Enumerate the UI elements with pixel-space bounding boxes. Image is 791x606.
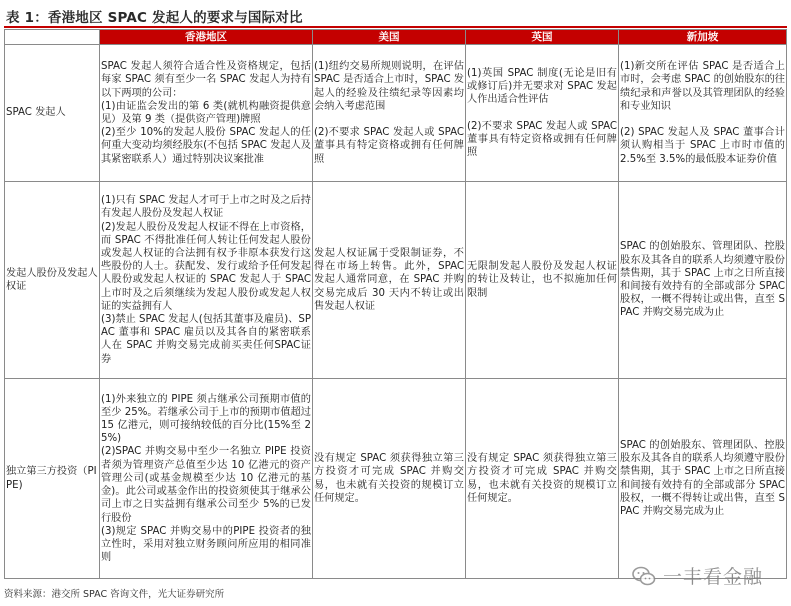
cell-paragraph: (3)禁止 SPAC 发起人(包括其董事及雇员)、SPAC 董事和 SPAC 雇员以及其各自的紧密联系人在 SPAC 并购交易完成前买卖任何SPAC证券 xyxy=(101,314,311,365)
cell-paragraph: (2)至少 10%的发起人股份 SPAC 发起人的任何重大变动均须经股东(不包括 SPAC 发起人及其紧密联系人）通过特别决议案批准 xyxy=(101,127,311,165)
cell-paragraph: 发起人权证属于受限制证券，不得在市场上转售。此外，SPAC 发起人通常同意，在 SPAC 并购交易完成后 30 天内不转让或出售发起人权证 xyxy=(314,247,464,312)
cell-paragraph: (1)由证监会发出的第 6 类(就机构融资提供意见）及第 9 类（提供资产管理)牌照 xyxy=(101,100,311,125)
cell-sg-sponsor xyxy=(619,45,787,182)
cell-paragraph: (2)不要求 SPAC 发起人或 SPAC 董事具有特定资格或拥有任何牌照 xyxy=(314,127,464,165)
table-title: 表 1：香港地区 SPAC 发起人的要求与国际对比 xyxy=(6,10,303,26)
header-blank xyxy=(5,30,100,45)
cell-paragraph: 没有规定 SPAC 须获得独立第三方投资才可完成 SPAC 并购交易，也未就有关投资的规模订立任何规定。 xyxy=(467,453,617,504)
cell-us-promoter-shares xyxy=(313,182,466,379)
cell-paragraph: (2) SPAC 发起人及 SPAC 董事合计须认购相当于 SPAC 上市时市值的 2.5%至 3.5%的最低股本证券价值 xyxy=(620,127,785,165)
header-uk: 英国 xyxy=(466,30,619,45)
header-usa: 美国 xyxy=(313,30,466,45)
cell-paragraph: SPAC 的创始股东、管理团队、控股股东及其各自的联系人均须遵守股份禁售期，其于 SPAC 上市之日所直接和间接有效持有的全部或部分 SPAC 股权，一概不得转让或出售，直至 SPAC 并购交易完成为止 xyxy=(620,241,785,319)
source-note: 资料来源：港交所 SPAC 咨询文件，光大证券研究所 xyxy=(4,589,225,600)
cell-paragraph: SPAC 发起人须符合适合性及资格规定，包括每家 SPAC 须有至少一名 SPAC 发起人为持有以下两项的公司： xyxy=(101,61,311,99)
header-hongkong: 香港地区 xyxy=(100,30,313,45)
cell-paragraph: SPAC 的创始股东、管理团队、控股股东及其各自的联系人均须遵守股份禁售期，其于 SPAC 上市之日所直接和间接有效持有的全部或部分 SPAC 股权，一概不得转让或出售，直至 SPAC 并购交易完成为止 xyxy=(620,439,785,517)
table-row xyxy=(5,182,787,379)
cell-paragraph: (2)发起人股份及发起人权证不得在上市资格，而 SPAC 不得批准任何人转让任何发起人股份或发起人权证的合法拥有权予非原本获发行这些股份的人士。获配发、发行或给予任何发起人股份或发起人权证的 SPAC 发起人于 SPAC 上市时及之后须继续为发起人股份或发起人权证的实益拥有人 xyxy=(101,221,311,312)
cell-paragraph xyxy=(314,113,464,126)
table-row xyxy=(5,45,787,182)
cell-paragraph: (1)纽约交易所规则说明，在评估 SPAC 是否适合上市时，SPAC 发起人的经验及往绩纪录等因素均会纳入考虑范围 xyxy=(314,61,464,112)
cell-uk-promoter-shares xyxy=(466,182,619,379)
cell-paragraph xyxy=(620,113,785,126)
cell-uk-pipe xyxy=(466,379,619,579)
cell-us-pipe xyxy=(313,379,466,579)
cell-hk-promoter-shares xyxy=(100,182,313,379)
table-row xyxy=(5,379,787,579)
cell-paragraph: (1)英国 SPAC 制度(无论是旧有或修订后)并无要求对 SPAC 发起人作出适合性评估 xyxy=(467,67,617,106)
cell-paragraph: 没有规定 SPAC 须获得独立第三方投资才可完成 SPAC 并购交易，也未就有关投资的规模订立任何规定。 xyxy=(314,453,464,504)
cell-paragraph: (1)外来独立的 PIPE 须占继承公司预期市值的至少 25%。若继承公司于上市的预期市值超过 15 亿港元，则可接纳较低的百分比(15%至 25%) xyxy=(101,393,311,445)
cell-paragraph: (3)规定 SPAC 并购交易中的PIPE 投资者的独立性时，采用对独立财务顾问所应用的相同准则 xyxy=(101,525,311,564)
row-label-promoter-shares: 发起人股份及发起人权证 xyxy=(5,182,100,379)
cell-us-sponsor xyxy=(313,45,466,182)
watermark-text: 一丰看金融 xyxy=(662,566,763,588)
cell-sg-pipe xyxy=(619,379,787,579)
cell-paragraph: (2)不要求 SPAC 发起人或 SPAC 董事具有特定资格或拥有任何牌照 xyxy=(467,120,617,158)
cell-paragraph: (1)新交所在评估 SPAC 是否适合上市时，会考虑 SPAC 的创始股东的往绩纪录和声誉以及其管理团队的经验和专业知识 xyxy=(620,61,785,112)
row-label-pipe: 独立第三方投资（PIPE) xyxy=(5,379,100,579)
cell-hk-pipe xyxy=(100,379,313,579)
cell-paragraph: 无限制发起人股份及发起人权证的转让及转让，也不拟施加任何限制 xyxy=(467,261,617,299)
header-singapore: 新加坡 xyxy=(619,30,787,45)
cell-paragraph: (1)只有 SPAC 发起人才可于上市之时及之后持有发起人股份及发起人权证 xyxy=(101,195,311,220)
cell-paragraph: (2)SPAC 并购交易中至少一名独立 PIPE 投资者须为管理资产总值至少达 10 亿港元的资产管理公司(或基金规模至少达 10 亿港元的基金)。此公司或基金作出的投资须使其于继承公司上市之日实益拥有继承公司至少 5%的已发行股份 xyxy=(101,446,311,524)
cell-uk-sponsor xyxy=(466,45,619,182)
table-header-row xyxy=(5,30,787,45)
cell-hk-sponsor xyxy=(100,45,313,182)
cell-sg-promoter-shares xyxy=(619,182,787,379)
cell-paragraph xyxy=(467,106,617,119)
wechat-icon xyxy=(631,563,657,589)
comparison-table xyxy=(4,29,787,579)
title-underline xyxy=(4,26,787,28)
watermark xyxy=(631,562,763,589)
row-label-spac-sponsor: SPAC 发起人 xyxy=(5,45,100,182)
